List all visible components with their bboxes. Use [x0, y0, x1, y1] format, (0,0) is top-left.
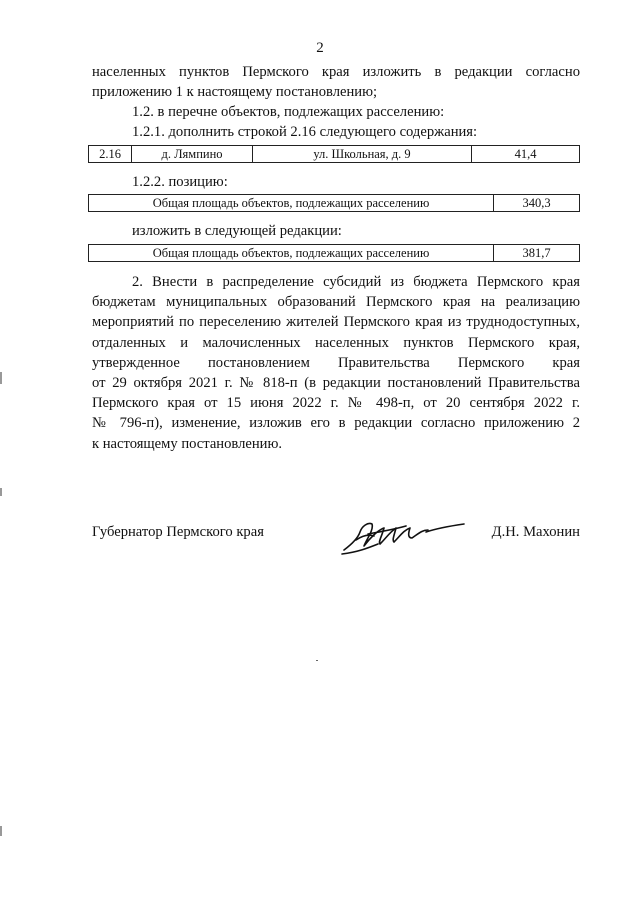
- handwritten-signature: [338, 510, 468, 563]
- table-new-position: [88, 244, 580, 262]
- signatory-position: Губернатор Пермского края: [92, 524, 264, 540]
- point-2-paragraph: [92, 272, 580, 454]
- cell-label: Общая площадь объектов, подлежащих расселению: [89, 195, 494, 212]
- point-2-line: отдаленных и малочисленных населенных пунктов Пермского края,: [92, 334, 580, 351]
- item-1-2: 1.2. в перечне объектов, подлежащих расселению:: [132, 104, 445, 120]
- table-row: [89, 245, 580, 262]
- cell-area: 41,4: [472, 146, 580, 163]
- point-2-line: бюджетам муниципальных образований Пермского края на реализацию: [92, 294, 580, 311]
- table-old-position: [88, 194, 580, 212]
- intro-paragraph: [92, 62, 580, 102]
- scan-speck: [316, 660, 318, 661]
- point-2-line: от 29 октября 2021 г. № 818-п (в редакции постановлений Правительства: [92, 374, 580, 391]
- item-1-2-1: 1.2.1. дополнить строкой 2.16 следующего содержания:: [132, 124, 478, 140]
- scan-edge-mark: [0, 826, 2, 836]
- scan-edge-mark: [0, 488, 2, 496]
- point-2-line: утвержденное постановлением Правительства Пермского края: [92, 354, 580, 371]
- cell-value: 340,3: [494, 195, 580, 212]
- intro-line-1: населенных пунктов Пермского края изложить в редакции согласно: [92, 64, 580, 80]
- scan-edge-mark: [0, 372, 2, 384]
- page-number: 2: [316, 40, 324, 56]
- table-row: [89, 146, 580, 163]
- present-label: изложить в следующей редакции:: [132, 223, 342, 239]
- table-add-row: [88, 145, 580, 163]
- point-2-line: к настоящему постановлению.: [92, 435, 283, 452]
- point-2-line: мероприятий по переселению жителей Пермского края из труднодоступных,: [92, 314, 580, 331]
- point-2-line: № 796-п), изменение, изложив его в редакции согласно приложению 2: [92, 415, 580, 432]
- cell-value: 381,7: [494, 245, 580, 262]
- cell-number: 2.16: [89, 146, 132, 163]
- intro-line-2: приложению 1 к настоящему постановлению;: [92, 84, 378, 101]
- point-2-line: 2. Внести в распределение субсидий из бюджета Пермского края: [132, 274, 580, 290]
- cell-settlement: д. Лямпино: [132, 146, 253, 163]
- signatory-name: Д.Н. Махонин: [491, 524, 580, 540]
- item-1-2-2: 1.2.2. позицию:: [132, 174, 228, 190]
- cell-address: ул. Школьная, д. 9: [253, 146, 472, 163]
- cell-label: Общая площадь объектов, подлежащих расселению: [89, 245, 494, 262]
- table-row: [89, 195, 580, 212]
- point-2-line: Пермского края от 15 июня 2022 г. № 498-п, от 20 сентября 2022 г.: [92, 395, 580, 412]
